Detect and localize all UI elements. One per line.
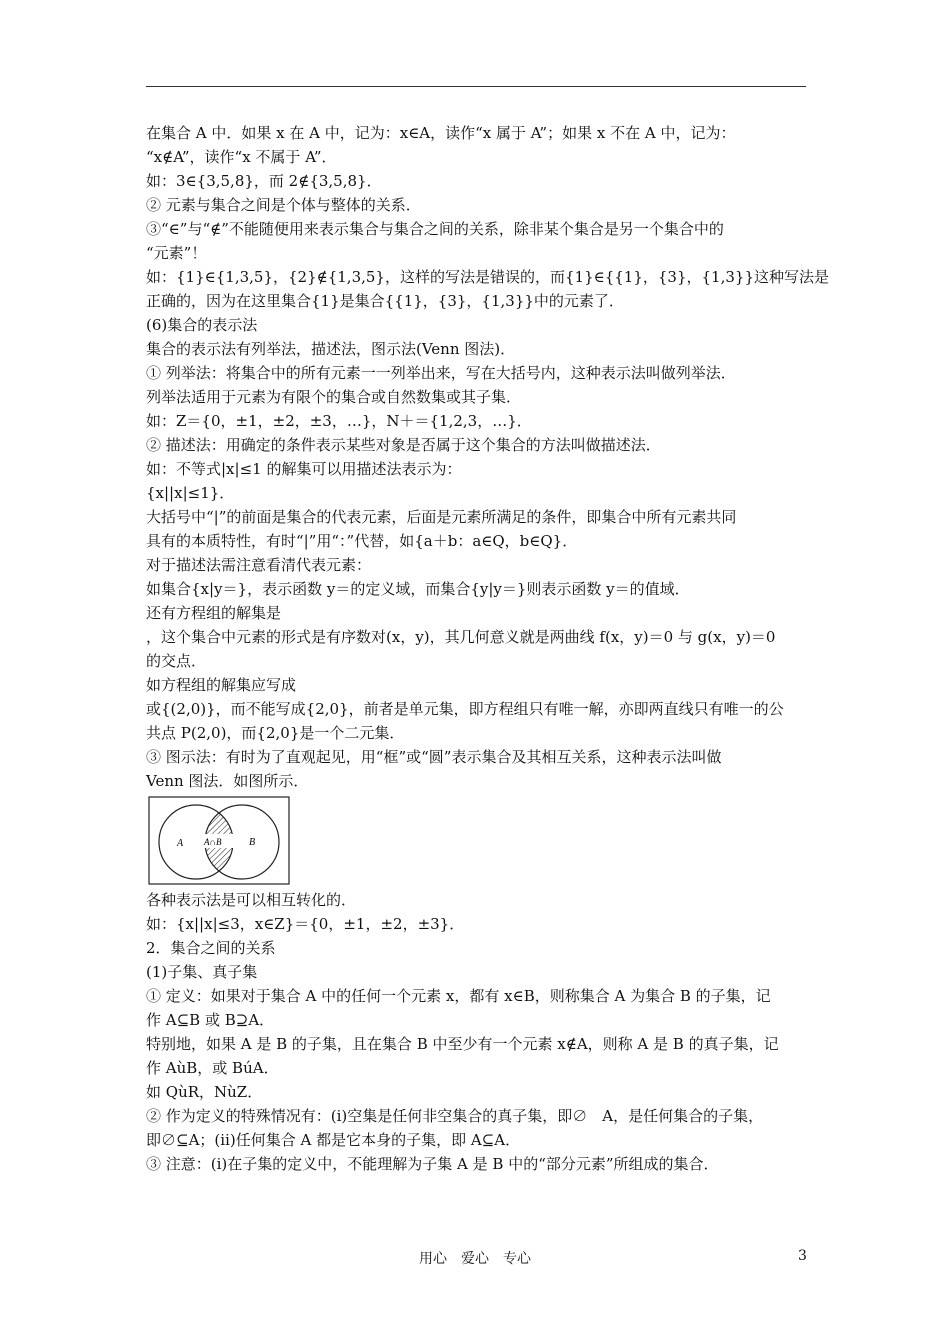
text-line: 如方程组的解集应写成: [146, 676, 297, 694]
text-line: ② 元素与集合之间是个体与整体的关系．: [146, 196, 421, 214]
text-line: (1)子集、真子集: [146, 963, 258, 981]
label-b: B: [249, 837, 256, 848]
text-line: 作 AùB，或 BúA．: [146, 1059, 279, 1077]
text-line: 或{(2,0)}，而不能写成{2,0}，前者是单元集，即方程组只有唯一解，亦即两直线只有唯一的公: [146, 700, 784, 718]
text-line: 共点 P(2,0)，而{2,0}是一个二元集．: [146, 724, 405, 742]
text-line: 还有方程组的解集是: [146, 604, 282, 622]
text-line: “x∉A”，读作“x 不属于 A”．: [146, 148, 337, 166]
text-line: 如：{1}∈{1,3,5}，{2}∉{1,3,5}，这样的写法是错误的，而{1}∈{{1}，{3}，{1,3}}这种写法是: [146, 268, 830, 286]
text-line: 对于描述法需注意看清代表元素：: [146, 556, 372, 574]
text-line: 如：Z＝{0，±1，±2，±3，…}，N＋＝{1,2,3，…}．: [146, 412, 532, 430]
text-line: 大括号中“|”的前面是集合的代表元素，后面是元素所满足的条件，即集合中所有元素共同: [146, 508, 737, 526]
text-line: 集合的表示法有列举法，描述法，图示法(Venn 图法)．: [146, 340, 516, 358]
text-line: 即∅⊆A；(ⅱ)任何集合 A 都是它本身的子集，即 A⊆A．: [146, 1131, 521, 1149]
text-line: ③ 图示法：有时为了直观起见，用“框”或“圆”表示集合及其相互关系，这种表示法叫做: [146, 748, 722, 766]
text-line: 各种表示法是可以相互转化的．: [146, 891, 357, 909]
text-line: 具有的本质特性，有时“|”用“：”代替，如{a＋b：a∈Q，b∈Q}．: [146, 532, 578, 550]
text-line: ③“∈”与“∉”不能随便用来表示集合与集合之间的关系，除非某个集合是另一个集合中的: [146, 220, 724, 238]
text-line: 的交点．: [146, 652, 207, 670]
document-body: [146, 121, 830, 1176]
venn-diagram: [148, 796, 290, 886]
text-line: 如：不等式|x|≤1 的解集可以用描述法表示为：: [146, 460, 462, 478]
text-line: 如：{x||x|≤3，x∈Z}＝{0，±1，±2，±3}．: [146, 915, 465, 933]
label-intersection: A∩B: [204, 837, 222, 847]
text-line: 2．集合之间的关系: [146, 939, 276, 957]
text-line: ② 作为定义的特殊情况有：(ⅰ)空集是任何非空集合的真子集，即∅ A，是任何集合的子集，: [146, 1107, 764, 1125]
text-line: 如集合{x|y＝}，表示函数 y＝的定义域，而集合{y|y＝}则表示函数 y＝的值域．: [146, 580, 690, 598]
text-line: (6)集合的表示法: [146, 316, 258, 334]
text-line: {x||x|≤1}．: [146, 484, 235, 502]
text-line: 作 A⊆B 或 B⊇A．: [146, 1011, 275, 1029]
text-line: 正确的，因为在这里集合{1}是集合{{1}，{3}，{1,3}}中的元素了．: [146, 292, 624, 310]
text-line: “元素”！: [146, 244, 207, 262]
text-line: ③ 注意：(ⅰ)在子集的定义中，不能理解为子集 A 是 B 中的“部分元素”所组成的集合．: [146, 1155, 719, 1173]
text-line: Venn 图法．如图所示．: [146, 772, 309, 790]
text-line: 特别地，如果 A 是 B 的子集，且在集合 B 中至少有一个元素 x∉A，则称 A 是 B 的真子集，记: [146, 1035, 779, 1053]
text-line: ，这个集合中元素的形式是有序数对(x，y)，其几何意义就是两曲线 f(x，y)＝0 与 g(x，y)＝0: [146, 628, 776, 646]
text-line: ② 描述法：用确定的条件表示某些对象是否属于这个集合的方法叫做描述法．: [146, 436, 661, 454]
footer-slogan: 用心 爱心 专心: [419, 1251, 531, 1267]
text-line: ① 列举法：将集合中的所有元素一一列举出来，写在大括号内，这种表示法叫做列举法．: [146, 364, 736, 382]
page-number: 3: [798, 1248, 807, 1264]
text-block-top: [146, 121, 830, 793]
text-line: 在集合 A 中．如果 x 在 A 中，记为：x∈A，读作“x 属于 A”；如果 x 不在 A 中，记为：: [146, 124, 736, 142]
label-a: A: [177, 838, 184, 849]
text-line: ① 定义：如果对于集合 A 中的任何一个元素 x，都有 x∈B，则称集合 A 为集合 B 的子集，记: [146, 987, 771, 1005]
text-line: 列举法适用于元素为有限个的集合或自然数集或其子集．: [146, 388, 522, 406]
text-line: 如：3∈{3,5,8}，而 2∉{3,5,8}．: [146, 172, 382, 190]
header-rule: [146, 86, 806, 87]
text-block-bottom: [146, 888, 812, 1176]
text-line: 如 QùR，NùZ．: [146, 1083, 263, 1101]
